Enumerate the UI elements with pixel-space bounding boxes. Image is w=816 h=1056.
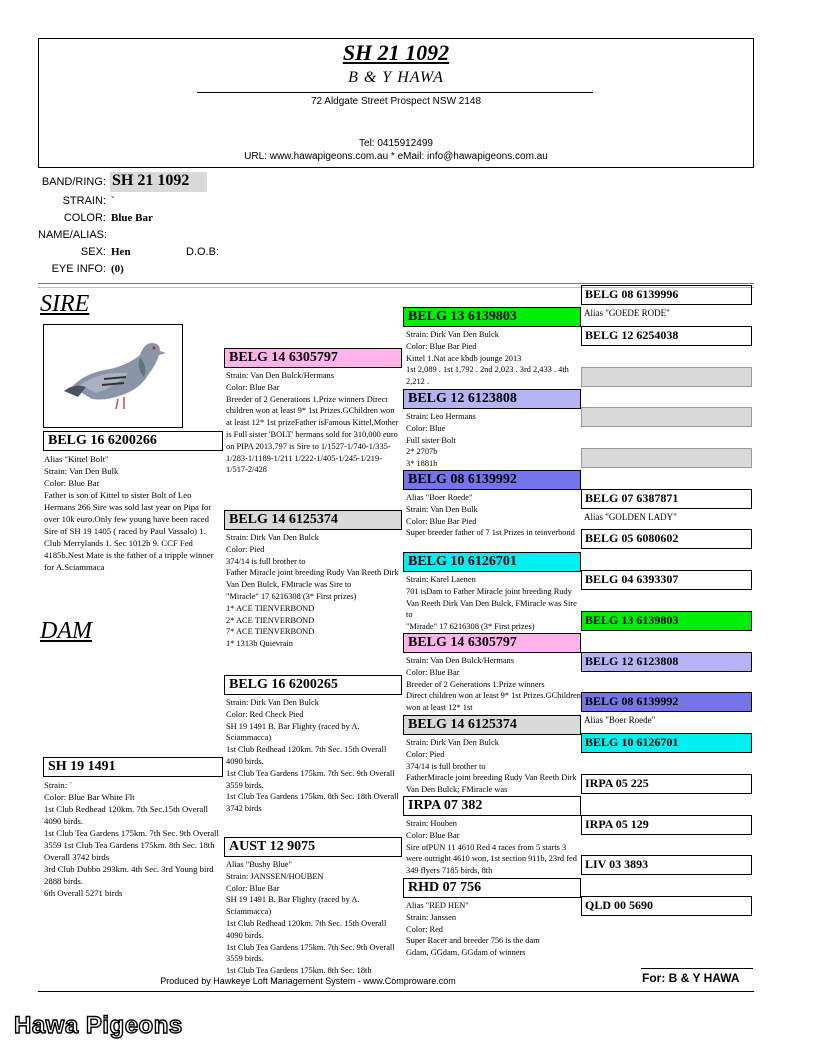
sire-desc: Alias "Kittel Bolt" Strain: Van Den Bulk Color: Blue Bar Father is son of Kittel to sister Bolt of Leo Hermans 266 Sire was sold last year on Pipa for over 10k euro.Only few young have been raced Sire of SH 19 1405 ( raced by Paul Vassalo) 1. Club Merrylands 1. Sec 1012b 9. CCF Fed 4185b.Nest Mate is the father of a tripple winner for A.Sciammaca: [44, 454, 214, 572]
name-alias-label: NAME/ALIAS:: [38, 229, 108, 241]
gen4-band-4: BELG 05 6080602: [581, 529, 752, 549]
strain-label: STRAIN:: [62, 195, 106, 207]
gen4-band-12: LIV 03 3893: [581, 855, 752, 875]
color-value: Blue Bar: [111, 212, 153, 224]
sex-value: Hen: [111, 246, 131, 258]
gen4-alias-8: Alias "Boer Roede": [584, 715, 656, 725]
header-band-title: SH 21 1092: [342, 40, 450, 65]
gen4-band-10: IRPA 05 225: [581, 774, 752, 794]
gen4-band-8: BELG 08 6139992: [581, 692, 752, 712]
sd-desc: Strain: Dirk Van Den Bulck Color: Pied 374/14 is full brother to Father Miracle joint breeding Rudy Van Reeth Dirk Van Den Bulck, FMiracle was Sire to "Miracle" 17 6216308 (3* First prizes) 1* ACE TIENVERBOND 2* ACE TIENVERBOND 7* ACE TIENVERBOND 1* 1313b Quievrain: [226, 533, 399, 649]
produced-by: Produced by Hawkeye Loft Management System - www.Comproware.com: [38, 976, 578, 986]
ddd-desc: Alias "RED HEN" Strain: Janssen Color: Red Super Racer and breeder 756 is the dam Gdam, GGdam, GGdam of winners: [406, 901, 540, 958]
for-label: For: B & Y HAWA: [642, 971, 740, 985]
sdd-desc: Strain: Karel Laenen 701 isDam to Father Miracle joint breeding Rudy Van Reeth Dirk Van Den Bulck, FMiracle was Sire to "Mirade" 17 6216308 (3* First prizes): [406, 575, 577, 632]
sds-band: BELG 08 6139992: [403, 470, 581, 490]
ssd-band: BELG 12 6123808: [403, 389, 581, 409]
header-address: 72 Aldgate Street Prospect NSW 2148: [310, 96, 482, 107]
sds-desc: Alias "Boer Roede" Strain: Van Den Bulk Color: Blue Bar Pied Super breeder father of 7 1st Prizes in teinverbond: [406, 493, 575, 538]
band-value: SH 21 1092: [110, 172, 207, 192]
pigeon-photo: [43, 324, 183, 428]
gen4-band-6: BELG 13 6139803: [581, 611, 752, 631]
gen4-alias-1: Alias "GOEDE RODE": [584, 308, 670, 318]
dss-desc: Strain: Van Den Bulck/Hermans Color: Blue Bar Breeder of 2 Generations 1.Prize winners Direct children won at least 9* 1st Prizes.GChildren won at least 12* 1st: [406, 656, 581, 713]
dd-desc: Alias "Bushy Blue" Strain: JANSSEN/HOUBEN Color: Blue Bar SH 19 1491 B. Bar Flighty (raced by A. Sciammacca) 1st Club Redhead 120km. 7th Sec. 15th Overall 4090 birds. 1st Club Tea Gardens 175km. 7th Sec. 9th Overall 3559 birds. 1st Club Tea Gardens 175km. 8th Sec. 18th: [226, 860, 395, 975]
sss-band: BELG 13 6139803: [403, 307, 581, 327]
dss-band: BELG 14 6305797: [403, 633, 581, 653]
gen4-empty-2: [581, 407, 752, 427]
header-loft-name: B & Y HAWA: [348, 69, 444, 86]
ss-desc: Strain: Van Den Bulck/Hermans Color: Blue Bar Breeder of 2 Generations 1.Prize winners Direct children won at least 9* 1st Prizes.GChildren won at least 12* 1st prizeFather isFamous Kittel,Mother is Full sister 'BOLT' hermans sold for 310,000 euro on PIPA 2013.797 is Sire to 1/1527-1/740-1/335-1/283-1/1189-1/211 1/222-1/405-1/245-1/219-1/517-2/428: [226, 371, 399, 475]
gen4-band-13: QLD 00 5690: [581, 896, 752, 916]
header-tel: Tel: 0415912499: [359, 138, 433, 149]
eye-info-label: EYE INFO:: [51, 263, 106, 275]
gen4-band-7: BELG 12 6123808: [581, 652, 752, 672]
sdd-band: BELG 10 6126701: [403, 552, 581, 572]
ssd-desc: Strain: Leo Hermans Color: Blue Full sister Bolt 2* 2707b 3* 1881b: [406, 412, 476, 469]
dsd-band: BELG 14 6125374: [403, 715, 581, 735]
dam-band: SH 19 1491: [43, 757, 223, 777]
header-divider: [197, 92, 593, 93]
sd-band: BELG 14 6125374: [224, 510, 402, 530]
sire-band: BELG 16 6200266: [43, 431, 223, 451]
sire-heading: SIRE: [40, 291, 90, 317]
gen4-band-11: IRPA 05 129: [581, 815, 752, 835]
sss-desc: Strain: Dirk Van Den Bulck Color: Blue Bar Pied Kittel 1.Nat ace kbdb jounge 2013 1st 2,089 . 1st 1,792 . 2nd 2,023 . 3rd 2,433 . 4th 2,212 .: [406, 330, 569, 387]
eye-info-value: (0): [111, 263, 124, 275]
sex-label: SEX:: [80, 246, 106, 258]
header-url: URL: www.hawapigeons.com.au * eMail: info@hawapigeons.com.au: [244, 151, 548, 162]
gen4-band-3: BELG 07 6387871: [581, 489, 752, 509]
ds-band: BELG 16 6200265: [224, 675, 402, 695]
gen4-band-5: BELG 04 6393307: [581, 570, 752, 590]
dds-band: IRPA 07 382: [403, 796, 581, 816]
gen4-band-2: BELG 12 6254038: [581, 326, 752, 346]
dsd-desc: Strain: Dirk Van Den Bulck Color: Pied 374/14 is full brother to FatherMiracle joint breeding Rudy Van Reeth Dirk Van Den Bulck; FMiracle was: [406, 738, 577, 795]
ds-desc: Strain: Dirk Van Den Bulck Color: Red Check Pied SH 19 1491 B. Bar Flighty (raced by A. Sciammacca) 1st Club Redhead 120km. 7th Sec. 15th Overall 4090 birds. 1st Club Tea Gardens 175km. 7th Sec. 9th Overall 3559 birds. 1st Club Tea Gardens 175km. 8th Sec. 18th Overall 3742 birds: [226, 698, 399, 814]
gen4-alias-3: Alias "GOLDEN LADY": [584, 512, 677, 522]
watermark: Hawa Pigeons: [14, 1012, 183, 1039]
pigeon-icon: [44, 325, 182, 427]
for-divider: [641, 968, 753, 969]
strain-value: `: [111, 195, 115, 207]
gen4-band-1: BELG 08 6139996: [581, 285, 752, 305]
dds-desc: Strain: Houben Color: Blue Bar Sire ofPUN 11 4610 Red 4 races from 5 starts 3 were outright 4610 won, 1st section 911b, 23rd fed 349 flyers 7185 birds, 8th: [406, 819, 577, 876]
top-divider: [38, 283, 754, 284]
dam-desc: Strain: ` Color: Blue Bar White Flt 1st Club Redhead 120km. 7th Sec.15th Overall 4090 birds. 1st Club Tea Gardens 175km. 7th Sec. 9th Overall 3559 1st Club Tea Gardens 175km. 8th Sec. 18th Overall 3742 birds 3rd Club Dubbo 293km. 4th Sec. 3rd Young bird 2888 birds. 6th Overall 5271 birds: [44, 780, 219, 898]
ddd-band: RHD 07 756: [403, 878, 581, 898]
dd-band: AUST 12 9075: [224, 837, 402, 857]
dob-label: D.O.B:: [186, 246, 220, 258]
gen4-band-9: BELG 10 6126701: [581, 733, 752, 753]
gen4-empty-3: [581, 448, 752, 468]
footer-divider: [38, 991, 754, 992]
band-label: BAND/RING:: [41, 176, 106, 188]
color-label: COLOR:: [63, 212, 106, 224]
ss-band: BELG 14 6305797: [224, 348, 402, 368]
dam-heading: DAM: [40, 618, 92, 644]
gen4-empty-1: [581, 367, 752, 387]
